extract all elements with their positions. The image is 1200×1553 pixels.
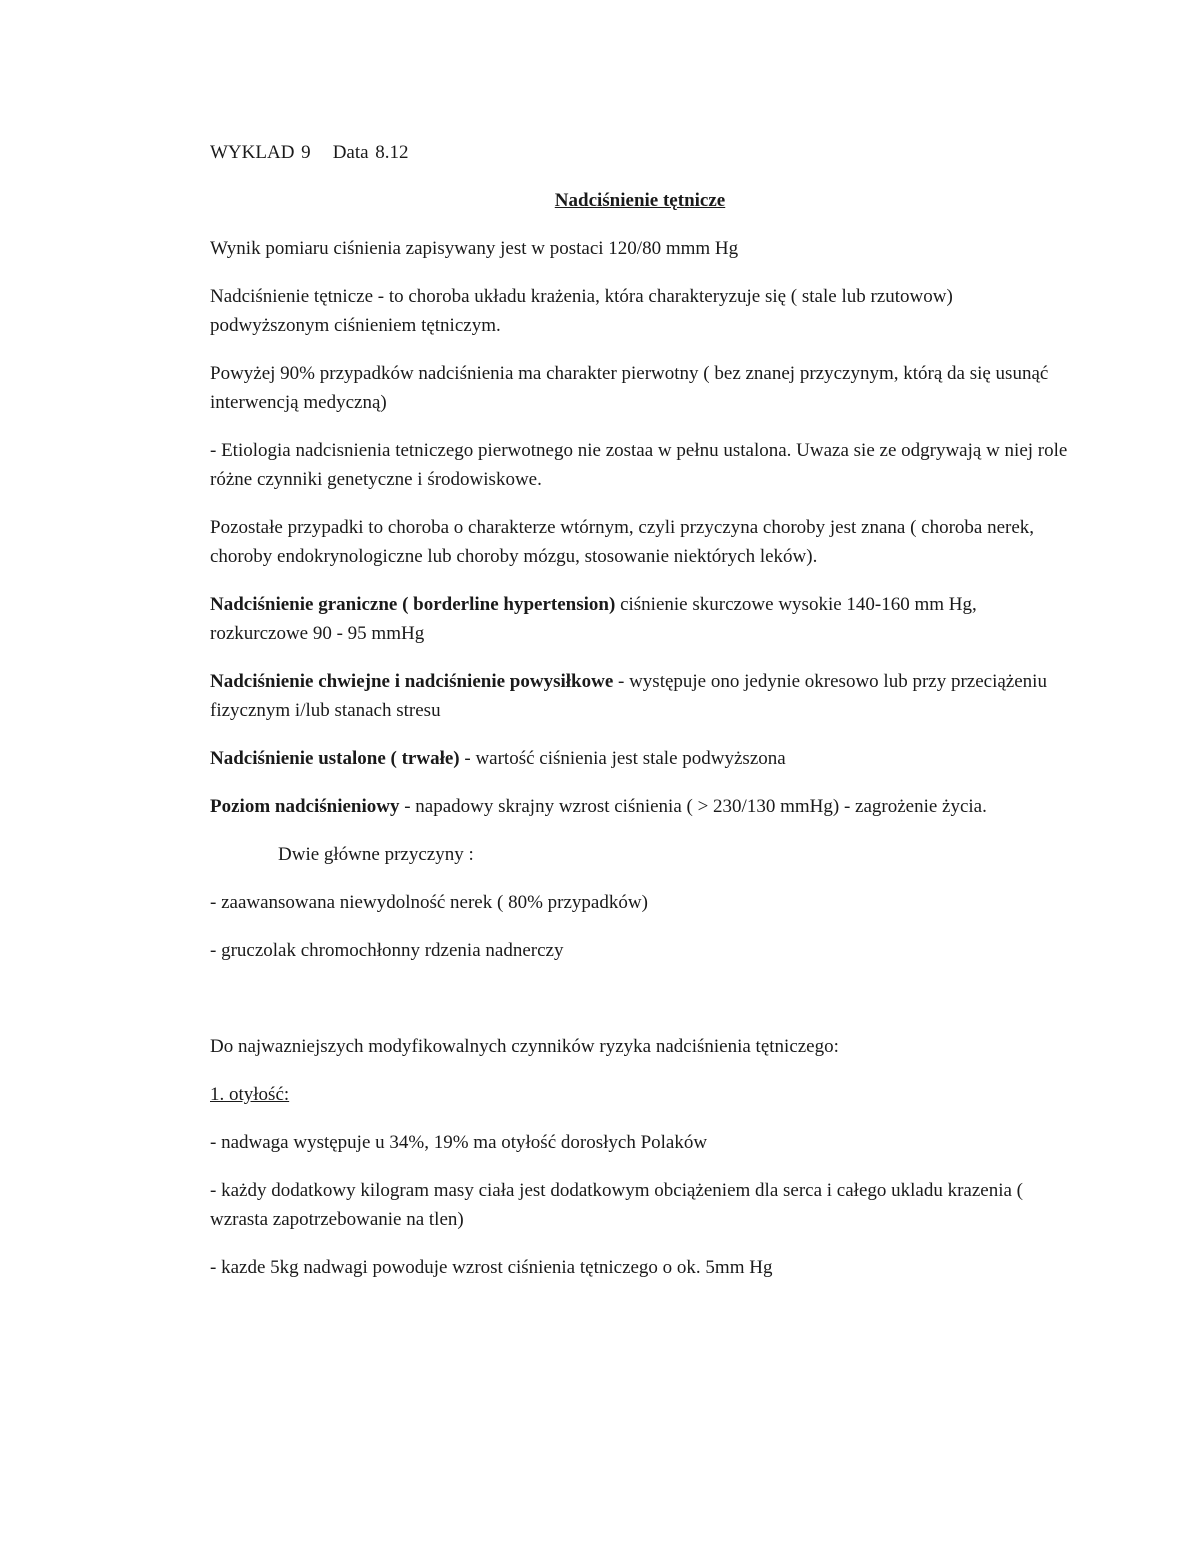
spacer (210, 984, 1070, 1032)
list-item: - zaawansowana niewydolność nerek ( 80% przypadków) (210, 892, 648, 913)
lecture-header (210, 138, 1070, 167)
list-item: - każdy dodatkowy kilogram masy ciała jest dodatkowym obciążeniem dla serca i całego ukladu krazenia ( wzrasta zapotrzebowanie na tlen) (210, 1180, 1024, 1230)
definition-term: Nadciśnienie chwiejne i nadciśnienie powysiłkowe (210, 671, 614, 692)
paragraph: Powyżej 90% przypadków nadciśnienia ma charakter pierwotny ( bez znanej przyczynym, którą da się usunąć interwencją medyczną) (210, 363, 1049, 413)
lecture-number: WYKLAD 9 (210, 142, 311, 163)
document-page (210, 138, 1070, 1301)
definition-paragraph (210, 744, 1070, 773)
definition-paragraph (210, 590, 1070, 648)
definition-text: - występuje ono jedynie okresowo lub przy przeciążeniu fizycznym i/lub stanach stresu (210, 671, 1047, 721)
paragraph: Wynik pomiaru ciśnienia zapisywany jest w postaci 120/80 mmm Hg (210, 238, 739, 259)
list-item: - gruczolak chromochłonny rdzenia nadnerczy (210, 940, 564, 961)
definition-term: Nadciśnienie graniczne ( borderline hypertension) (210, 594, 616, 615)
definition-term: Poziom nadciśnieniowy (210, 796, 400, 817)
definition-paragraph (210, 667, 1070, 725)
definition-text: ciśnienie skurczowe wysokie 140-160 mm Hg, rozkurczowe 90 - 95 mmHg (210, 594, 977, 644)
definition-text: - napadowy skrajny wzrost ciśnienia ( > 230/130 mmHg) - zagrożenie życia. (399, 796, 987, 817)
definition-text: - wartość ciśnienia jest stale podwyższona (459, 748, 786, 769)
paragraph: Nadciśnienie tętnicze - to choroba układu krażenia, która charakteryzuje się ( stale lub rzutowow) podwyższonym ciśnieniem tętniczym. (210, 286, 953, 336)
section-heading: 1. otyłość: (210, 1084, 290, 1105)
list-item: - nadwaga występuje u 34%, 19% ma otyłość dorosłych Polaków (210, 1132, 708, 1153)
lecture-date: Data 8.12 (332, 142, 409, 163)
paragraph: Do najwazniejszych modyfikowalnych czynników ryzyka nadciśnienia tętniczego: (210, 1036, 839, 1057)
definition-term: Nadciśnienie ustalone ( trwałe) (210, 748, 460, 769)
paragraph: Dwie główne przyczyny : (278, 844, 474, 865)
paragraph: Pozostałe przypadki to choroba o charakterze wtórnym, czyli przyczyna choroby jest znana ( choroba nerek, choroby endokrynologiczne lub choroby mózgu, stosowanie niektórych leków). (210, 517, 1035, 567)
paragraph: - Etiologia nadcisnienia tetniczego pierwotnego nie zostaa w pełnu ustalona. Uwaza sie ze odgrywają w niej role różne czynniki genetyczne i środowiskowe. (210, 440, 1068, 490)
definition-paragraph (210, 792, 1070, 821)
document-title: Nadciśnienie tętnicze (554, 190, 726, 211)
list-item: - kazde 5kg nadwagi powoduje wzrost ciśnienia tętniczego o ok. 5mm Hg (210, 1257, 773, 1278)
